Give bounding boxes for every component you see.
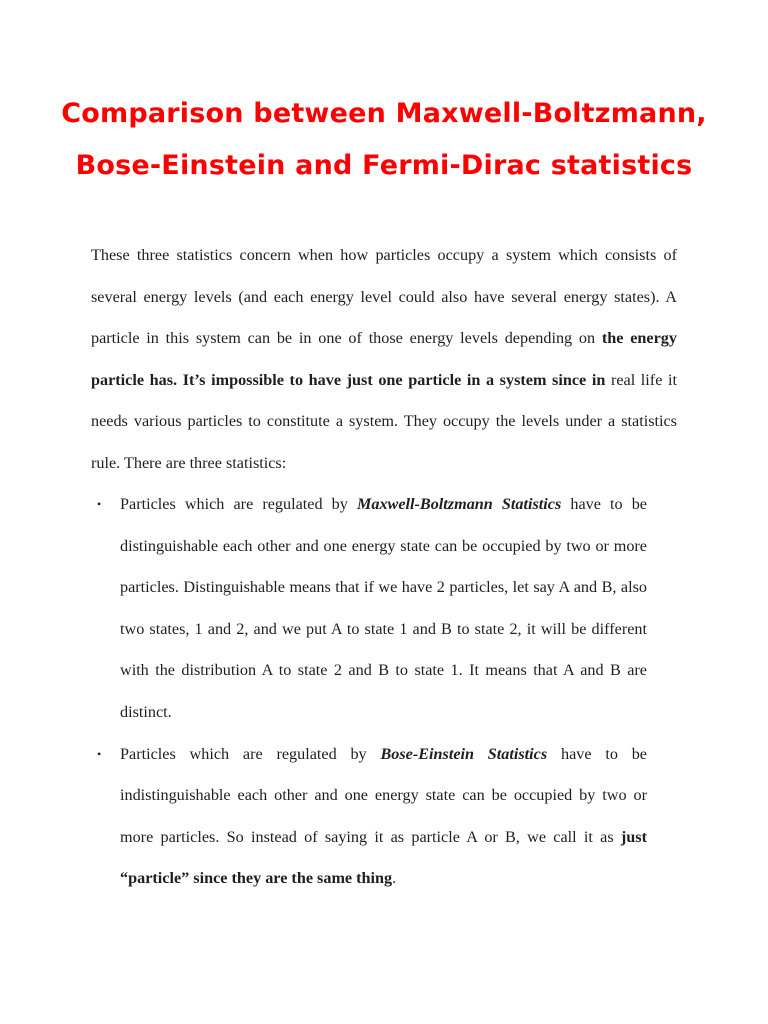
list-item-text-end: . <box>392 869 397 888</box>
list-item-bold-text: just “particle” since they are the same thing <box>120 827 647 888</box>
intro-paragraph <box>91 235 677 485</box>
bullet-icon: • <box>97 497 102 511</box>
list-item-bose-einstein <box>91 734 647 900</box>
list-item-text: have to be distinguishable each other and one energy state can be occupied by two or more particles. Distinguishable means that if we have 2 particles, let say A and B, also two states, 1 and 2, and we put A to state 1 and B to state 2, it will be different with the distribution A to state 2 and B to state 1. It means that A and B are distinct. <box>120 495 647 721</box>
intro-text-bold: the energy particle has. It’s impossible to have just one particle in a system since in <box>91 329 677 389</box>
statistics-list <box>91 484 677 900</box>
list-item-maxwell-boltzmann <box>91 484 647 734</box>
list-item-text: Particles which are regulated by <box>120 495 357 513</box>
list-item-text: Particles which are regulated by <box>120 744 381 763</box>
term-bose-einstein: Bose-Einstein Statistics <box>380 744 548 763</box>
bullet-icon: • <box>97 746 102 761</box>
term-maxwell-boltzmann: Maxwell-Boltzmann Statistics <box>356 495 562 513</box>
intro-text-1: These three statistics concern when how particles occupy a system which consists of several energy levels (and each energy level could also have several energy states). A particle in this system can be in one of those energy levels depending on <box>91 246 677 348</box>
list-item-text: have to be indistinguishable each other and one energy state can be occupied by two or more particles. So instead of saying it as particle A or B, we call it as <box>120 744 647 846</box>
document-title: Comparison between Maxwell-Boltzmann, Bose-Einstein and Fermi-Dirac statistics <box>61 98 707 181</box>
intro-text-3: real life it needs various particles to constitute a system. They occupy the levels under a statistics rule. There are three statistics: <box>91 370 677 472</box>
